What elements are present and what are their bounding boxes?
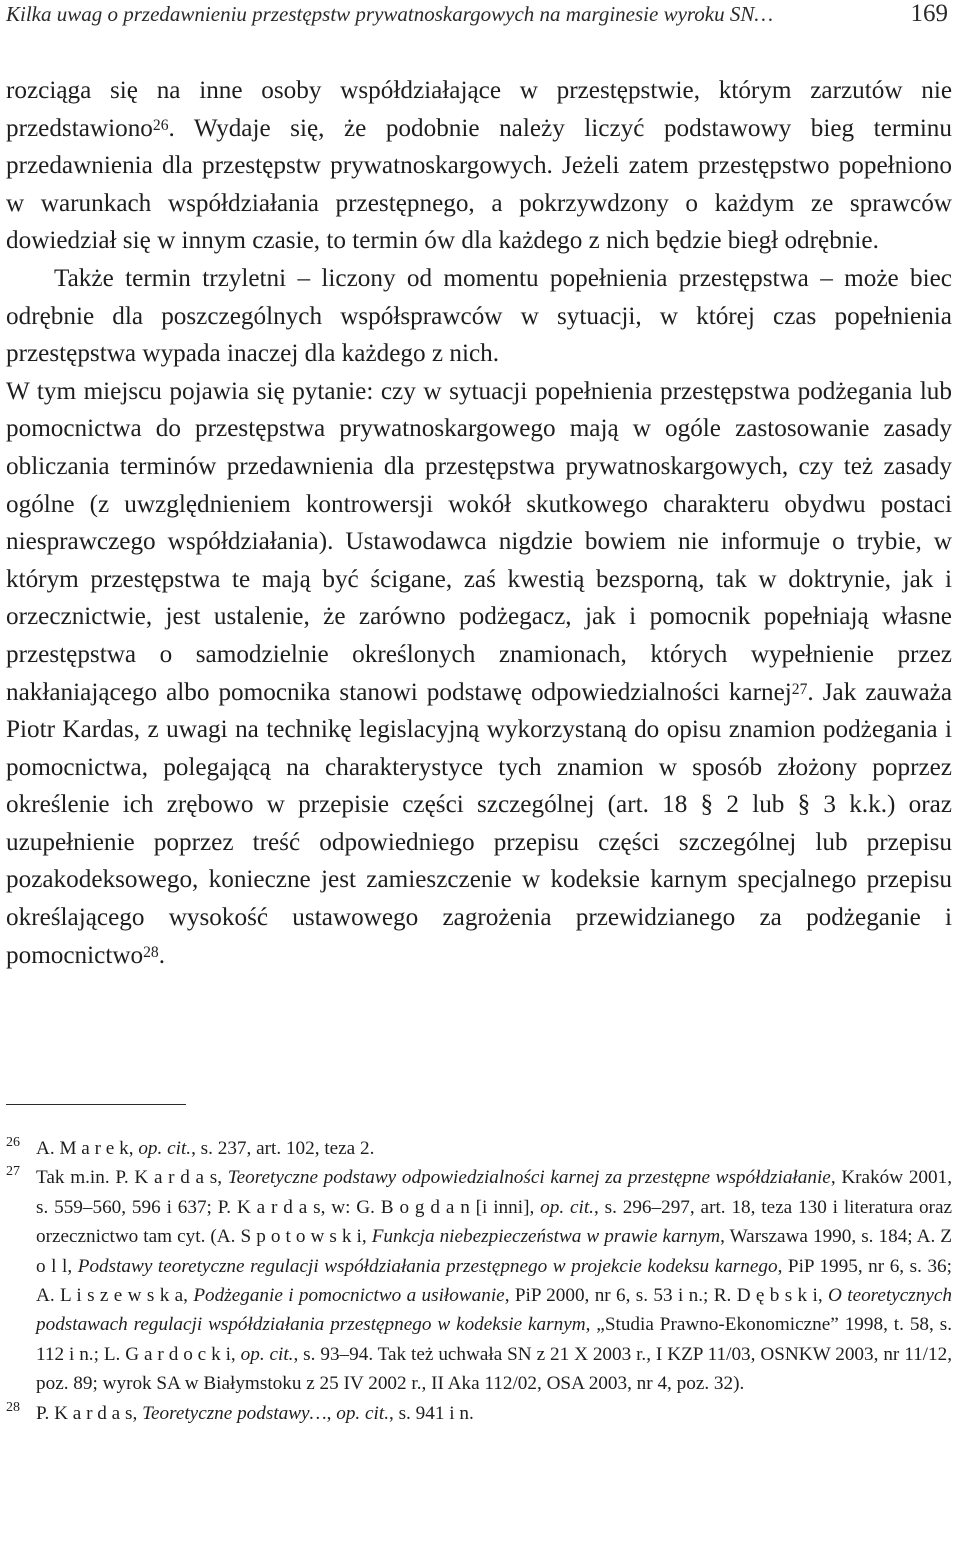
footnote-segment: Funkcja niebezpieczeństwa w prawie karnym — [371, 1226, 721, 1248]
footnote-text — [36, 1403, 474, 1424]
footnote-segment: , s. 93–94. Tak też uchwała SN z 21 X 2003 r., I KZP 11/03, OSNKW 2003, nr 11/12, poz. 89; wyrok SA w Białymstoku z 25 IV 2002 r., II Aka 112/02, OSA 2003, nr 4, poz. 32). — [36, 1343, 952, 1395]
footnote-segment: , s. 941 i n. — [389, 1402, 474, 1424]
footnote-segment: op. cit. — [138, 1138, 192, 1159]
footnote-segment: , Warszawa 1990, s. 184; A. Z o l l, — [36, 1226, 953, 1277]
footnote-segment: op. cit. — [540, 1196, 594, 1218]
footnote-ref-27[interactable]: 27 — [791, 681, 808, 699]
footnote-text — [36, 1167, 952, 1394]
footnote-segment: Tak m.in. P. K a r d a s, — [36, 1167, 228, 1189]
footnote-28 — [6, 1399, 952, 1428]
footnote-segment: , „Studia Prawno-Ekonomiczne” 1998, t. 58, s. 112 i n.; L. G a r d o c k i, — [36, 1314, 953, 1365]
footnote-26 — [6, 1134, 952, 1163]
paragraph-3-text-c: . — [158, 941, 166, 969]
footnote-segment: , Kraków 2001, s. 559–560, 596 i 637; P. K a r d a s, w: G. B o g d a n [i inni], — [36, 1167, 952, 1218]
paragraph-3-text-a: W tym miejscu pojawia się pytanie: czy w sytuacji popełnienia przestępstwa podżegania lub pomocnictwa do przestępstwa prywatnoskargowego mają w ogóle zastosowanie zasady obliczania terminów przedawnienia dla przestępstwa prywatnoskargowych, czy też zasady ogólne (z uwzględnieniem kontrowersji wokół skutkowego charakteru obydwu postaci niesprawczego współdziałania). Ustawodawca nigdzie bowiem nie informuje o trybie, w którym przestępstwa te mają być ścigane, zaś kwestią bezsporną, tak w doktrynie, jak i orzecznictwie, jest ustalenie, że zarówno podżegacz, jak i pomocnik popełniają własne przestępstwa o samodzielnie określonych znamionach, których wypełnienie przez nakłaniającego albo pomocnika stanowi podstawę odpowiedzialności karnej — [6, 377, 952, 706]
footnote-segment: Podstawy teoretyczne regulacji współdziałania przestępnego w projekcie kodeksu karnego — [77, 1255, 778, 1277]
footnote-divider — [6, 1104, 186, 1105]
footnote-segment: , — [128, 1138, 139, 1159]
footnote-segment: op. cit. — [240, 1343, 294, 1365]
footnote-segment: Teoretyczne podstawy… — [142, 1402, 327, 1424]
paragraph-3-text-b: . Jak zauważa Piotr Kardas, z uwagi na technikę legislacyjną wykorzystaną do opisu znamion podżegania i pomocnictwa, polegającą na charakterystyce tych znamion w sposób złożony poprzez określenie ich zrębowo w przepisie części szczególnej (art. 18 § 2 lub § 3 k.k.) oraz uzupełnienie poprzez treść odpowiedniego przepisu części szczególnej lub przepisu pozakodeksowego, konieczne jest zamieszczenie w kodeksie karnym specjalnego przepisu określającego wysokość ustawowego zagrożenia przewidzianego za podżeganie i pomocnictwo — [6, 678, 953, 969]
footnote-number: 26 — [6, 1135, 20, 1150]
footnotes — [6, 1134, 952, 1428]
footnote-number: 27 — [6, 1164, 20, 1180]
footnote-segment: , s. 296–297, art. 18, teza 130 i literatura oraz orzecznictwo tam cyt. (A. S p o t o w s k i, — [36, 1196, 952, 1248]
footnote-segment: A. — [36, 1138, 60, 1159]
footnote-segment: M a r e k — [59, 1138, 129, 1159]
footnote-segment: , — [326, 1402, 337, 1424]
footnote-segment: , PiP 1995, nr 6, s. 36; A. L i s z e w s k a, — [36, 1255, 952, 1307]
paragraph-3 — [6, 373, 952, 975]
page-number: 169 — [910, 0, 948, 27]
footnote-27 — [6, 1163, 952, 1398]
paragraph-1-text-a: rozciąga się na inne osoby współdziałające w przestępstwie, którym zarzutów nie przedstawiono — [6, 77, 952, 142]
footnote-segment: Teoretyczne podstawy odpowiedzialności karnej za przestępne współdziałanie — [227, 1167, 831, 1189]
footnote-segment: Podżeganie i pomocnictwo a usiłowanie — [193, 1285, 505, 1307]
paragraph-2: Także termin trzyletni – liczony od momentu popełnienia przestępstwa – może biec odrębnie dla poszczególnych współsprawców w sytuacji, w której czas popełnienia przestępstwa wypada inaczej dla każdego z nich. — [6, 264, 952, 368]
footnote-number: 28 — [6, 1399, 20, 1415]
footnote-segment: O teoretycznych podstawach regulacji współdziałania przestępnego w kodeksie karnym — [36, 1285, 952, 1336]
footnote-segment: P. K a r d a s, — [36, 1402, 143, 1424]
footnote-text — [36, 1138, 374, 1159]
footnote-segment: op. cit. — [336, 1402, 389, 1424]
running-title: Kilka uwag o przedawnieniu przestępstw prywatnoskargowych na marginesie wyroku SN… — [6, 2, 774, 26]
footnote-segment: , PiP 2000, nr 6, s. 53 i n.; R. D ę b s k i, — [504, 1285, 829, 1307]
footnote-ref-26[interactable]: 26 — [152, 117, 169, 135]
footnote-ref-28[interactable]: 28 — [143, 944, 159, 962]
page-header — [6, 0, 954, 32]
paragraph-1-text-b: . Wydaje się, że podobnie należy liczyć podstawowy bieg terminu przedawnienia dla przestępstw prywatnoskargowych. Jeżeli zatem przestępstwo popełniono w warunkach współdziałania przestępnego, a pokrzywdzony o każdym ze sprawców dowiedział się w innym czasie, to termin ów dla każdego z nich będzie biegł odrębnie. — [6, 114, 952, 255]
body-text — [6, 72, 952, 974]
paragraph-1 — [6, 72, 952, 260]
footnote-segment: , s. 237, art. 102, teza 2. — [191, 1138, 375, 1159]
